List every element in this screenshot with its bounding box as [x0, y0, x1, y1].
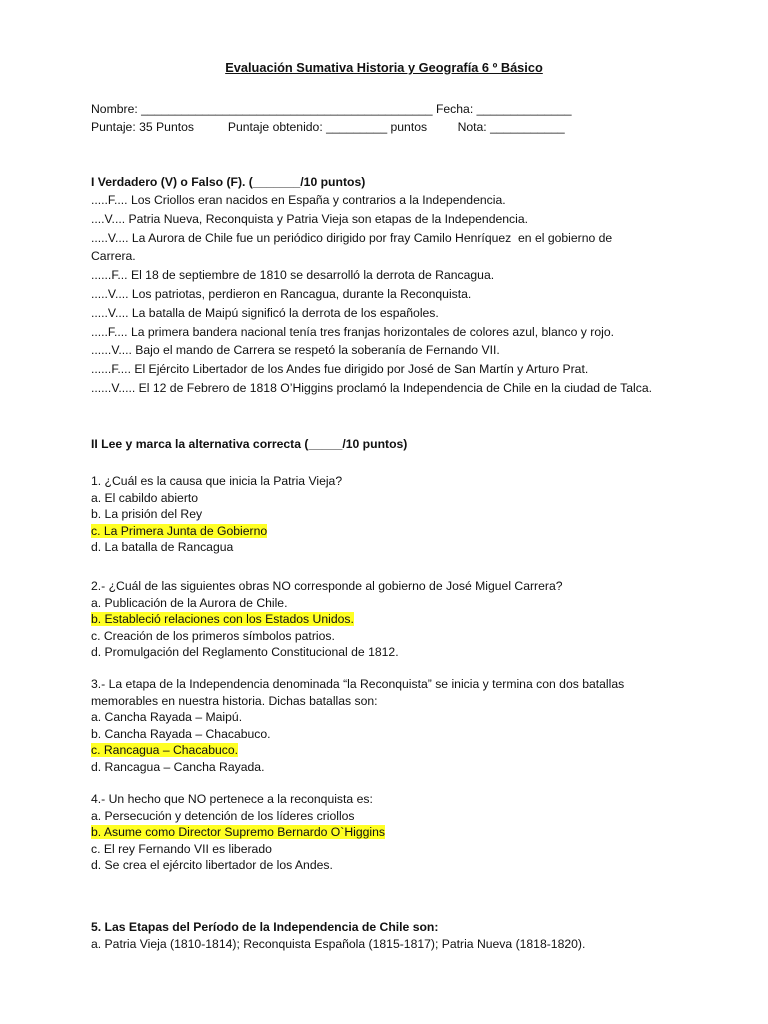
tf-item-7: .....F.... La primera bandera nacional tenía tres franjas horizontales de colores azul, blanco y rojo. [91, 324, 614, 339]
q5-option-a: a. Patria Vieja (1810-1814); Reconquista Española (1815-1817); Patria Nueva (1818-1820). [91, 936, 586, 951]
question-3-text-line2: memorables en nuestra historia. Dichas batallas son: [91, 693, 378, 708]
q4-option-d: d. Se crea el ejército libertador de los Andes. [91, 858, 333, 873]
q4-option-b-correct: b. Asume como Director Supremo Bernardo O`Higgins [91, 825, 385, 840]
q3-option-b: b. Cancha Rayada – Chacabuco. [91, 726, 271, 741]
true-false-list [91, 191, 652, 398]
q3-option-c-correct: c. Rancagua – Chacabuco. [91, 743, 239, 758]
question-2 [91, 578, 563, 661]
q1-option-c-correct: c. La Primera Junta de Gobierno [91, 523, 268, 538]
tf-item-5: .....V.... Los patriotas, perdieron en Rancagua, durante la Reconquista. [91, 286, 472, 301]
q2-option-c: c. Creación de los primeros símbolos patrios. [91, 628, 335, 643]
q2-option-a: a. Publicación de la Aurora de Chile. [91, 595, 288, 610]
tf-item-8: ......V.... Bajo el mando de Carrera se respetó la soberanía de Fernando VII. [91, 343, 500, 358]
question-5 [91, 919, 585, 952]
question-4-text: 4.- Un hecho que NO pertenece a la reconquista es: [91, 792, 373, 806]
tf-item-6: .....V.... La batalla de Maipú significó la derrota de los españoles. [91, 305, 439, 320]
section-2-heading: II Lee y marca la alternativa correcta (_____/10 puntos) [91, 437, 408, 451]
puntaje-line: Puntaje: 35 Puntos Puntaje obtenido: _________ puntos Nota: ___________ [91, 120, 565, 134]
question-1 [91, 473, 342, 556]
tf-item-10: ......V..... El 12 de Febrero de 1818 O’Higgins proclamó la Independencia de Chile en la ciudad de Talca. [91, 380, 652, 395]
tf-item-3: .....V.... La Aurora de Chile fue un periódico dirigido por fray Camilo Henríquez en el gobierno de [91, 230, 613, 245]
question-2-text: 2.- ¿Cuál de las siguientes obras NO corresponde al gobierno de José Miguel Carrera? [91, 579, 563, 593]
tf-item-2: ....V.... Patria Nueva, Reconquista y Patria Vieja son etapas de la Independencia. [91, 211, 528, 226]
tf-item-3-cont: Carrera. [91, 249, 136, 264]
question-1-text: 1. ¿Cuál es la causa que inicia la Patria Vieja? [91, 474, 343, 488]
q2-option-b-correct: b. Estableció relaciones con los Estados Unidos. [91, 612, 354, 627]
question-4 [91, 791, 385, 874]
worksheet-title: Evaluación Sumativa Historia y Geografía 6 º Básico [225, 60, 543, 75]
tf-item-1: .....F.... Los Criollos eran nacidos en España y contrarios a la Independencia. [91, 193, 506, 207]
q3-option-d: d. Rancagua – Cancha Rayada. [91, 759, 265, 774]
question-5-text: 5. Las Etapas del Período de la Independencia de Chile son: [91, 920, 439, 934]
q4-option-c: c. El rey Fernando VII es liberado [91, 841, 272, 856]
tf-item-4: ......F... El 18 de septiembre de 1810 se desarrolló la derrota de Rancagua. [91, 268, 495, 283]
q2-option-d: d. Promulgación del Reglamento Constitucional de 1812. [91, 645, 399, 660]
question-3 [91, 676, 624, 776]
q1-option-d: d. La batalla de Rancagua [91, 540, 234, 555]
q1-option-b: b. La prisión del Rey [91, 507, 203, 522]
q1-option-a: a. El cabildo abierto [91, 490, 199, 505]
tf-item-9: ......F.... El Ejército Libertador de los Andes fue dirigido por José de San Martín y Arturo Prat. [91, 362, 589, 377]
q4-option-a: a. Persecución y detención de los líderes criollos [91, 808, 355, 823]
q3-option-a: a. Cancha Rayada – Maipú. [91, 710, 243, 725]
question-3-text-line1: 3.- La etapa de la Independencia denominada “la Reconquista” se inicia y termina con dos batallas [91, 677, 625, 691]
nombre-fecha-line: Nombre: ___________________________________________ Fecha: ______________ [91, 102, 572, 116]
section-1-heading: I Verdadero (V) o Falso (F). (_______/10 puntos) [91, 175, 366, 189]
